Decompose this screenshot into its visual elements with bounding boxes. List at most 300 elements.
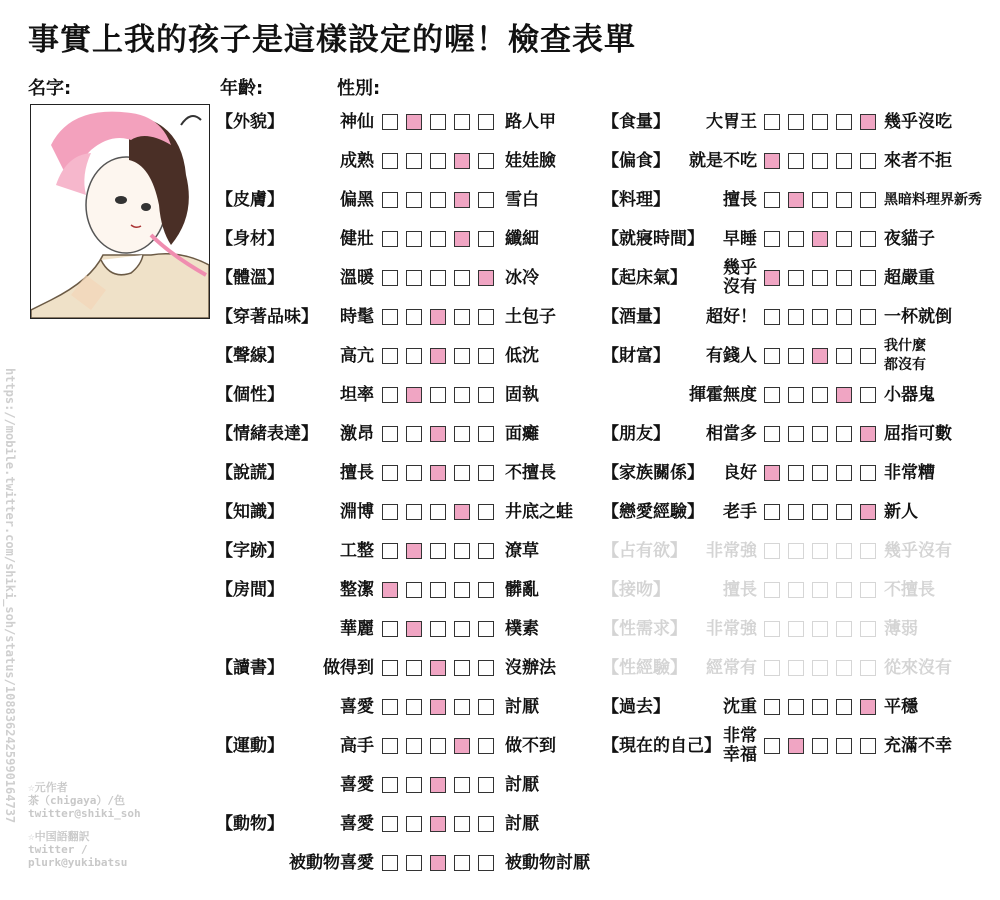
left-trait-label: 幾乎 沒有 <box>723 258 757 297</box>
rating-checkbox-2[interactable] <box>406 192 422 208</box>
rating-checkbox-5[interactable] <box>860 348 876 364</box>
rating-checkbox-3[interactable] <box>812 738 828 754</box>
rating-checkbox-3[interactable] <box>812 309 828 325</box>
rating-scale <box>382 855 492 871</box>
rating-checkbox-4[interactable] <box>836 231 852 247</box>
rating-checkbox-1[interactable] <box>764 348 780 364</box>
rating-checkbox-5[interactable] <box>860 231 876 247</box>
rating-checkbox-5[interactable] <box>478 855 494 871</box>
rating-checkbox-4[interactable] <box>454 231 470 247</box>
right-trait-label: 薄弱 <box>884 619 918 639</box>
rating-checkbox-5[interactable] <box>478 270 494 286</box>
rating-checkbox-3[interactable] <box>430 114 446 130</box>
rating-checkbox-5[interactable] <box>478 426 494 442</box>
rating-checkbox-4[interactable] <box>836 114 852 130</box>
rating-checkbox-5[interactable] <box>478 582 494 598</box>
category-label: 【房間】 <box>216 580 284 600</box>
rating-checkbox-1[interactable] <box>382 153 398 169</box>
rating-checkbox-4[interactable] <box>454 660 470 676</box>
right-trait-label: 討厭 <box>505 814 539 834</box>
rating-checkbox-1[interactable] <box>382 660 398 676</box>
rating-checkbox-3[interactable] <box>430 309 446 325</box>
rating-checkbox-3[interactable] <box>430 192 446 208</box>
right-trait-label: 從來沒有 <box>884 658 952 678</box>
rating-checkbox-2[interactable] <box>406 816 422 832</box>
rating-checkbox-3[interactable] <box>430 465 446 481</box>
rating-checkbox-4[interactable] <box>836 738 852 754</box>
category-label: 【現在的自己】 <box>602 736 721 756</box>
rating-checkbox-3[interactable] <box>430 387 446 403</box>
rating-checkbox-5[interactable] <box>860 387 876 403</box>
rating-checkbox-1[interactable] <box>382 504 398 520</box>
right-trait-label: 娃娃臉 <box>505 151 556 171</box>
left-trait-label: 健壯 <box>340 229 374 249</box>
category-label: 【朋友】 <box>602 424 670 444</box>
rating-checkbox-2[interactable] <box>788 387 804 403</box>
left-trait-label: 超好！ <box>706 307 757 327</box>
rating-checkbox-5[interactable] <box>860 309 876 325</box>
rating-checkbox-5[interactable] <box>860 153 876 169</box>
rating-checkbox-4[interactable] <box>836 426 852 442</box>
rating-checkbox-4[interactable] <box>454 114 470 130</box>
rating-checkbox-5[interactable] <box>478 114 494 130</box>
rating-checkbox-2[interactable] <box>406 738 422 754</box>
left-trait-label: 喜愛 <box>340 814 374 834</box>
rating-scale <box>382 465 492 481</box>
rating-checkbox-4[interactable] <box>836 699 852 715</box>
rating-checkbox-4[interactable] <box>454 699 470 715</box>
rating-scale <box>382 816 492 832</box>
rating-scale <box>382 270 492 286</box>
rating-checkbox-4[interactable] <box>454 504 470 520</box>
category-label: 【起床氣】 <box>602 268 687 288</box>
rating-scale <box>764 192 874 208</box>
rating-scale <box>764 582 874 598</box>
rating-checkbox-4[interactable] <box>836 582 852 598</box>
rating-checkbox-3[interactable] <box>430 153 446 169</box>
rating-checkbox-1[interactable] <box>764 309 780 325</box>
rating-checkbox-1[interactable] <box>764 153 780 169</box>
rating-checkbox-2[interactable] <box>788 504 804 520</box>
rating-checkbox-3[interactable] <box>812 504 828 520</box>
left-trait-label: 非常 幸福 <box>723 726 757 765</box>
rating-checkbox-5[interactable] <box>860 582 876 598</box>
rating-checkbox-4[interactable] <box>836 387 852 403</box>
category-label: 【聲線】 <box>216 346 284 366</box>
rating-checkbox-2[interactable] <box>788 231 804 247</box>
rating-checkbox-2[interactable] <box>406 660 422 676</box>
left-trait-label: 就是不吃 <box>689 151 757 171</box>
rating-checkbox-2[interactable] <box>406 582 422 598</box>
right-trait-label: 平穩 <box>884 697 918 717</box>
rating-checkbox-1[interactable] <box>764 387 780 403</box>
right-trait-label: 不擅長 <box>884 580 935 600</box>
rating-checkbox-5[interactable] <box>478 465 494 481</box>
rating-checkbox-2[interactable] <box>788 738 804 754</box>
credit-original-label: ☆元作者 <box>28 781 68 794</box>
rating-checkbox-2[interactable] <box>788 114 804 130</box>
rating-checkbox-3[interactable] <box>430 231 446 247</box>
right-trait-label: 討厭 <box>505 775 539 795</box>
rating-checkbox-3[interactable] <box>812 153 828 169</box>
rating-checkbox-3[interactable] <box>812 426 828 442</box>
rating-checkbox-5[interactable] <box>860 699 876 715</box>
rating-scale <box>382 348 492 364</box>
left-trait-label: 喜愛 <box>340 697 374 717</box>
credit-translator-twitter: twitter / <box>28 843 88 856</box>
rating-checkbox-3[interactable] <box>430 777 446 793</box>
right-trait-label: 夜貓子 <box>884 229 935 249</box>
rating-scale <box>764 543 874 559</box>
rating-scale <box>764 426 874 442</box>
rating-checkbox-5[interactable] <box>478 348 494 364</box>
right-trait-label: 路人甲 <box>505 112 556 132</box>
rating-checkbox-1[interactable] <box>382 582 398 598</box>
rating-checkbox-4[interactable] <box>454 621 470 637</box>
rating-checkbox-1[interactable] <box>764 738 780 754</box>
rating-checkbox-4[interactable] <box>836 270 852 286</box>
rating-checkbox-4[interactable] <box>836 660 852 676</box>
rating-checkbox-3[interactable] <box>812 387 828 403</box>
rating-checkbox-4[interactable] <box>454 738 470 754</box>
rating-scale <box>382 543 492 559</box>
left-trait-label: 擅長 <box>723 190 757 210</box>
rating-checkbox-3[interactable] <box>430 582 446 598</box>
rating-checkbox-3[interactable] <box>812 582 828 598</box>
rating-checkbox-1[interactable] <box>382 777 398 793</box>
rating-checkbox-3[interactable] <box>812 543 828 559</box>
rating-checkbox-2[interactable] <box>406 465 422 481</box>
rating-checkbox-3[interactable] <box>430 738 446 754</box>
rating-checkbox-1[interactable] <box>382 621 398 637</box>
rating-checkbox-1[interactable] <box>764 543 780 559</box>
rating-checkbox-2[interactable] <box>788 192 804 208</box>
rating-checkbox-4[interactable] <box>454 465 470 481</box>
rating-checkbox-5[interactable] <box>860 465 876 481</box>
left-trait-label: 揮霍無度 <box>689 385 757 405</box>
category-label: 【財富】 <box>602 346 670 366</box>
right-trait-label: 井底之蛙 <box>505 502 573 522</box>
rating-checkbox-1[interactable] <box>764 582 780 598</box>
left-trait-label: 被動物喜愛 <box>289 853 374 873</box>
rating-checkbox-3[interactable] <box>812 114 828 130</box>
rating-checkbox-2[interactable] <box>406 387 422 403</box>
rating-checkbox-1[interactable] <box>382 114 398 130</box>
category-label: 【酒量】 <box>602 307 670 327</box>
right-trait-label: 被動物討厭 <box>505 853 590 873</box>
rating-scale <box>382 309 492 325</box>
rating-scale <box>764 348 874 364</box>
rating-checkbox-5[interactable] <box>478 543 494 559</box>
rating-checkbox-2[interactable] <box>406 855 422 871</box>
right-trait-label: 髒亂 <box>505 580 539 600</box>
rating-checkbox-4[interactable] <box>836 348 852 364</box>
right-trait-label: 小器鬼 <box>884 385 935 405</box>
left-trait-label: 喜愛 <box>340 775 374 795</box>
rating-checkbox-4[interactable] <box>836 543 852 559</box>
rating-checkbox-2[interactable] <box>788 582 804 598</box>
rating-checkbox-4[interactable] <box>454 348 470 364</box>
rating-checkbox-2[interactable] <box>788 348 804 364</box>
rating-checkbox-1[interactable] <box>764 699 780 715</box>
left-trait-label: 非常強 <box>706 541 757 561</box>
rating-checkbox-1[interactable] <box>764 504 780 520</box>
rating-checkbox-2[interactable] <box>788 543 804 559</box>
rating-checkbox-3[interactable] <box>812 465 828 481</box>
rating-checkbox-1[interactable] <box>764 270 780 286</box>
rating-checkbox-5[interactable] <box>478 504 494 520</box>
left-trait-label: 高亢 <box>340 346 374 366</box>
rating-checkbox-5[interactable] <box>478 738 494 754</box>
rating-checkbox-5[interactable] <box>478 660 494 676</box>
rating-scale <box>764 231 874 247</box>
rating-checkbox-4[interactable] <box>836 465 852 481</box>
right-trait-label: 冰冷 <box>505 268 539 288</box>
left-trait-label: 沈重 <box>723 697 757 717</box>
right-trait-label: 屈指可數 <box>884 424 952 444</box>
rating-checkbox-3[interactable] <box>812 621 828 637</box>
rating-scale <box>382 114 492 130</box>
category-label: 【運動】 <box>216 736 284 756</box>
rating-checkbox-2[interactable] <box>406 153 422 169</box>
rating-checkbox-3[interactable] <box>430 348 446 364</box>
rating-checkbox-1[interactable] <box>382 348 398 364</box>
rating-scale <box>382 504 492 520</box>
credit-translator-label: ☆中国語翻訳 <box>28 830 90 843</box>
rating-checkbox-5[interactable] <box>478 153 494 169</box>
rating-scale <box>764 465 874 481</box>
left-trait-label: 大胃王 <box>706 112 757 132</box>
rating-checkbox-3[interactable] <box>430 816 446 832</box>
rating-scale <box>382 426 492 442</box>
rating-checkbox-4[interactable] <box>454 426 470 442</box>
category-label: 【戀愛經驗】 <box>602 502 704 522</box>
right-trait-label: 充滿不幸 <box>884 736 952 756</box>
gender-label: 性別: <box>337 78 381 99</box>
rating-checkbox-4[interactable] <box>454 387 470 403</box>
rating-checkbox-1[interactable] <box>382 309 398 325</box>
rating-checkbox-5[interactable] <box>478 777 494 793</box>
rating-checkbox-4[interactable] <box>454 270 470 286</box>
rating-scale <box>382 582 492 598</box>
category-label: 【偏食】 <box>602 151 670 171</box>
right-trait-label: 樸素 <box>505 619 539 639</box>
rating-checkbox-4[interactable] <box>454 309 470 325</box>
rating-checkbox-1[interactable] <box>764 114 780 130</box>
rating-checkbox-3[interactable] <box>812 660 828 676</box>
rating-scale <box>382 192 492 208</box>
rating-checkbox-2[interactable] <box>406 621 422 637</box>
rating-scale <box>764 114 874 130</box>
rating-checkbox-3[interactable] <box>430 699 446 715</box>
right-trait-label: 低沈 <box>505 346 539 366</box>
rating-checkbox-5[interactable] <box>860 270 876 286</box>
rating-checkbox-2[interactable] <box>788 621 804 637</box>
rating-checkbox-5[interactable] <box>860 621 876 637</box>
rating-checkbox-2[interactable] <box>406 270 422 286</box>
rating-checkbox-3[interactable] <box>430 426 446 442</box>
character-portrait <box>30 104 210 319</box>
rating-checkbox-2[interactable] <box>788 699 804 715</box>
rating-checkbox-2[interactable] <box>406 114 422 130</box>
category-label: 【性經驗】 <box>602 658 687 678</box>
rating-scale <box>382 660 492 676</box>
rating-checkbox-3[interactable] <box>812 231 828 247</box>
rating-checkbox-1[interactable] <box>382 738 398 754</box>
rating-checkbox-5[interactable] <box>478 192 494 208</box>
rating-checkbox-5[interactable] <box>478 231 494 247</box>
rating-scale <box>764 504 874 520</box>
rating-checkbox-3[interactable] <box>812 348 828 364</box>
rating-checkbox-1[interactable] <box>764 621 780 637</box>
rating-checkbox-2[interactable] <box>406 543 422 559</box>
left-trait-label: 溫暖 <box>340 268 374 288</box>
rating-checkbox-3[interactable] <box>430 621 446 637</box>
left-trait-label: 擅長 <box>340 463 374 483</box>
category-label: 【外貌】 <box>216 112 284 132</box>
left-trait-label: 偏黑 <box>340 190 374 210</box>
rating-checkbox-2[interactable] <box>788 309 804 325</box>
rating-checkbox-4[interactable] <box>836 192 852 208</box>
right-trait-label: 黑暗料理界新秀 <box>884 192 982 208</box>
rating-checkbox-4[interactable] <box>454 777 470 793</box>
rating-checkbox-5[interactable] <box>478 699 494 715</box>
category-label: 【料理】 <box>602 190 670 210</box>
rating-checkbox-3[interactable] <box>812 192 828 208</box>
category-label: 【個性】 <box>216 385 284 405</box>
left-trait-label: 良好 <box>723 463 757 483</box>
left-trait-label: 整潔 <box>340 580 374 600</box>
rating-checkbox-1[interactable] <box>382 270 398 286</box>
rating-checkbox-4[interactable] <box>454 192 470 208</box>
right-trait-label: 做不到 <box>505 736 556 756</box>
rating-scale <box>764 738 874 754</box>
right-trait-label: 超嚴重 <box>884 268 935 288</box>
rating-checkbox-2[interactable] <box>788 660 804 676</box>
category-label: 【體溫】 <box>216 268 284 288</box>
rating-checkbox-2[interactable] <box>406 699 422 715</box>
rating-checkbox-2[interactable] <box>788 153 804 169</box>
rating-scale <box>764 309 874 325</box>
left-trait-label: 工整 <box>340 541 374 561</box>
character-illustration <box>31 105 209 318</box>
rating-checkbox-4[interactable] <box>454 582 470 598</box>
rating-scale <box>764 270 874 286</box>
rating-checkbox-2[interactable] <box>788 270 804 286</box>
rating-checkbox-1[interactable] <box>382 543 398 559</box>
right-trait-label: 雪白 <box>505 190 539 210</box>
rating-checkbox-5[interactable] <box>478 387 494 403</box>
rating-checkbox-3[interactable] <box>430 543 446 559</box>
rating-scale <box>764 699 874 715</box>
rating-checkbox-5[interactable] <box>860 192 876 208</box>
credit-original-author: 茶（chigaya）/色 <box>28 794 125 807</box>
rating-checkbox-4[interactable] <box>836 621 852 637</box>
right-trait-label: 纖細 <box>505 229 539 249</box>
rating-checkbox-4[interactable] <box>836 153 852 169</box>
category-label: 【食量】 <box>602 112 670 132</box>
rating-checkbox-2[interactable] <box>788 426 804 442</box>
rating-checkbox-1[interactable] <box>764 231 780 247</box>
rating-checkbox-4[interactable] <box>454 543 470 559</box>
rating-checkbox-1[interactable] <box>382 387 398 403</box>
category-label: 【接吻】 <box>602 580 670 600</box>
rating-checkbox-1[interactable] <box>382 231 398 247</box>
rating-scale <box>382 699 492 715</box>
category-label: 【皮膚】 <box>216 190 284 210</box>
right-trait-label: 固執 <box>505 385 539 405</box>
rating-checkbox-2[interactable] <box>406 426 422 442</box>
left-trait-label: 老手 <box>723 502 757 522</box>
rating-checkbox-3[interactable] <box>430 855 446 871</box>
rating-checkbox-2[interactable] <box>406 777 422 793</box>
rating-checkbox-1[interactable] <box>382 192 398 208</box>
rating-checkbox-1[interactable] <box>382 855 398 871</box>
rating-checkbox-5[interactable] <box>478 309 494 325</box>
rating-scale <box>382 231 492 247</box>
rating-checkbox-5[interactable] <box>860 660 876 676</box>
rating-checkbox-1[interactable] <box>382 426 398 442</box>
category-label: 【家族關係】 <box>602 463 704 483</box>
rating-checkbox-2[interactable] <box>406 231 422 247</box>
rating-checkbox-2[interactable] <box>406 504 422 520</box>
rating-checkbox-5[interactable] <box>860 738 876 754</box>
rating-checkbox-4[interactable] <box>454 153 470 169</box>
rating-checkbox-3[interactable] <box>430 504 446 520</box>
right-trait-label: 沒辦法 <box>505 658 556 678</box>
source-url: https://mobile.twitter.com/shiki_soh/status/1088362425990164737 <box>3 368 17 824</box>
left-trait-label: 淵博 <box>340 502 374 522</box>
rating-checkbox-5[interactable] <box>860 504 876 520</box>
category-label: 【說謊】 <box>216 463 284 483</box>
rating-checkbox-4[interactable] <box>836 309 852 325</box>
credit-translator-plurk: plurk@yukibatsu <box>28 856 128 869</box>
rating-checkbox-3[interactable] <box>812 270 828 286</box>
left-trait-label: 時髦 <box>340 307 374 327</box>
rating-checkbox-5[interactable] <box>478 816 494 832</box>
rating-checkbox-1[interactable] <box>382 699 398 715</box>
rating-checkbox-4[interactable] <box>454 816 470 832</box>
rating-checkbox-5[interactable] <box>860 114 876 130</box>
rating-checkbox-4[interactable] <box>454 855 470 871</box>
rating-checkbox-1[interactable] <box>764 465 780 481</box>
rating-checkbox-2[interactable] <box>788 465 804 481</box>
rating-checkbox-4[interactable] <box>836 504 852 520</box>
rating-checkbox-1[interactable] <box>764 426 780 442</box>
rating-checkbox-5[interactable] <box>860 543 876 559</box>
rating-checkbox-1[interactable] <box>764 660 780 676</box>
rating-checkbox-5[interactable] <box>860 426 876 442</box>
rating-checkbox-3[interactable] <box>812 699 828 715</box>
rating-scale <box>764 387 874 403</box>
left-trait-label: 做得到 <box>323 658 374 678</box>
right-trait-label: 非常糟 <box>884 463 935 483</box>
category-label: 【就寢時間】 <box>602 229 704 249</box>
category-label: 【身材】 <box>216 229 284 249</box>
rating-checkbox-1[interactable] <box>382 465 398 481</box>
rating-checkbox-2[interactable] <box>406 348 422 364</box>
rating-checkbox-3[interactable] <box>430 270 446 286</box>
rating-checkbox-1[interactable] <box>764 192 780 208</box>
right-trait-label: 不擅長 <box>505 463 556 483</box>
right-trait-label: 面癱 <box>505 424 539 444</box>
left-trait-label: 早睡 <box>723 229 757 249</box>
rating-checkbox-5[interactable] <box>478 621 494 637</box>
rating-scale <box>382 387 492 403</box>
rating-checkbox-3[interactable] <box>430 660 446 676</box>
rating-checkbox-1[interactable] <box>382 816 398 832</box>
rating-checkbox-2[interactable] <box>406 309 422 325</box>
